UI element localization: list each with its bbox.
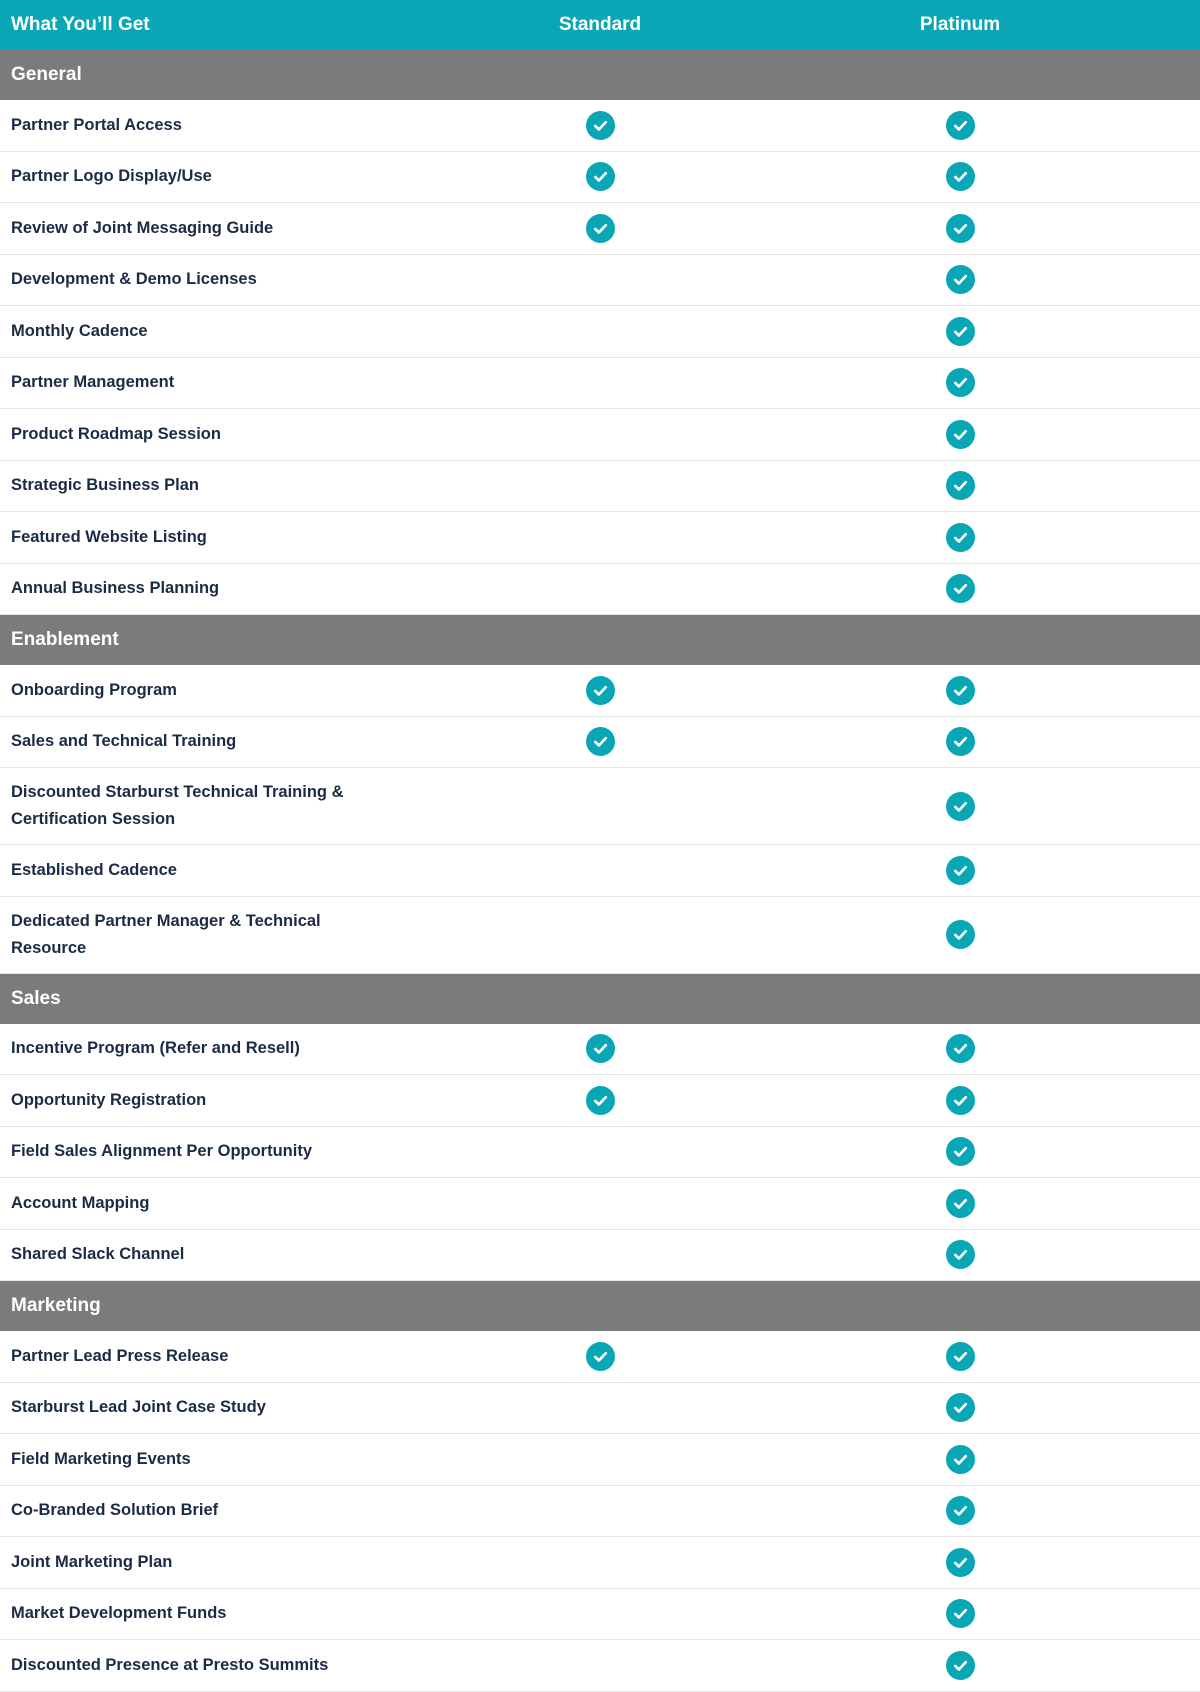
platinum-cell [760,727,1160,756]
feature-label: Partner Logo Display/Use [11,167,212,186]
feature-label: Discounted Starburst Technical Training & Certification Session [11,783,344,828]
feature-label: Partner Lead Press Release [11,1346,229,1365]
check-circle-icon [946,1393,975,1422]
check-circle-icon [946,420,975,449]
table-body [0,50,1200,1692]
section-header-general: General [0,50,1200,100]
platinum-cell [760,1034,1160,1063]
feature-label: Field Marketing Events [11,1449,191,1468]
check-circle-icon [946,111,975,140]
check-circle-icon [946,1548,975,1577]
check-circle-icon [946,792,975,821]
platinum-cell [760,265,1160,294]
feature-label: Starburst Lead Joint Case Study [11,1398,266,1417]
table-row [0,1127,1200,1179]
check-circle-icon [946,1137,975,1166]
check-circle-icon [946,214,975,243]
check-circle-icon [946,727,975,756]
platinum-cell [760,792,1160,821]
check-circle-icon [586,1342,615,1371]
check-circle-icon [946,1599,975,1628]
platinum-cell [760,1086,1160,1115]
section-header-marketing: Marketing [0,1281,1200,1331]
table-row [0,1434,1200,1486]
feature-label: Featured Website Listing [11,527,207,546]
check-circle-icon [946,676,975,705]
section-header-sales: Sales [0,974,1200,1024]
section-header-enablement: Enablement [0,615,1200,665]
platinum-cell [760,420,1160,449]
check-circle-icon [946,317,975,346]
table-row [0,1589,1200,1641]
table-row [0,1178,1200,1230]
feature-label: Onboarding Program [11,680,177,699]
feature-label: Partner Portal Access [11,115,182,134]
feature-label: Annual Business Planning [11,579,220,598]
standard-cell [440,727,760,756]
table-row [0,1075,1200,1127]
check-circle-icon [946,1342,975,1371]
feature-label: Field Sales Alignment Per Opportunity [11,1142,313,1161]
check-circle-icon [946,471,975,500]
standard-cell [440,111,760,140]
check-circle-icon [586,214,615,243]
standard-cell [440,162,760,191]
standard-cell [440,214,760,243]
feature-label: Co-Branded Solution Brief [11,1501,219,1520]
check-circle-icon [946,265,975,294]
platinum-cell [760,1599,1160,1628]
standard-cell [440,1342,760,1371]
feature-label: Established Cadence [11,860,177,879]
platinum-cell [760,1496,1160,1525]
feature-label: Market Development Funds [11,1604,227,1623]
table-row [0,358,1200,410]
platinum-cell [760,162,1160,191]
table-row [0,1537,1200,1589]
table-row [0,665,1200,717]
table-row [0,203,1200,255]
feature-label: Product Roadmap Session [11,424,221,443]
feature-label: Partner Management [11,373,175,392]
feature-label: Account Mapping [11,1193,150,1212]
table-row [0,461,1200,513]
standard-cell [440,676,760,705]
platinum-cell [760,676,1160,705]
table-row [0,1230,1200,1282]
table-row [0,1331,1200,1383]
feature-label: Dedicated Partner Manager & Technical Resource [11,911,321,957]
feature-label: Strategic Business Plan [11,476,199,495]
feature-label: Opportunity Registration [11,1090,207,1109]
check-circle-icon [946,1086,975,1115]
platinum-cell [760,1240,1160,1269]
table-row [0,768,1200,845]
check-circle-icon [946,856,975,885]
check-circle-icon [946,1651,975,1680]
table-header [0,0,1200,50]
table-row [0,564,1200,616]
table-row [0,1383,1200,1435]
check-circle-icon [586,162,615,191]
check-circle-icon [946,1189,975,1218]
check-circle-icon [946,523,975,552]
feature-label: Shared Slack Channel [11,1245,185,1264]
table-row [0,409,1200,461]
platinum-cell [760,214,1160,243]
feature-label: Sales and Technical Training [11,732,237,751]
check-circle-icon [586,1086,615,1115]
platinum-cell [760,317,1160,346]
platinum-cell [760,368,1160,397]
table-row [0,306,1200,358]
check-circle-icon [946,920,975,949]
check-circle-icon [946,368,975,397]
check-circle-icon [946,574,975,603]
platinum-cell [760,1548,1160,1577]
feature-label: Monthly Cadence [11,321,148,340]
feature-label: Development & Demo Licenses [11,270,257,289]
platinum-cell [760,471,1160,500]
platinum-cell [760,111,1160,140]
platinum-cell [760,920,1160,949]
feature-label: Joint Marketing Plan [11,1552,173,1571]
platinum-column-header: Platinum [919,14,1001,35]
check-circle-icon [946,1496,975,1525]
check-circle-icon [586,727,615,756]
check-circle-icon [946,162,975,191]
table-row [0,255,1200,307]
platinum-cell [760,1651,1160,1680]
check-circle-icon [946,1240,975,1269]
check-circle-icon [586,1034,615,1063]
check-circle-icon [586,111,615,140]
table-row [0,897,1200,974]
table-row [0,512,1200,564]
platinum-cell [760,1393,1160,1422]
check-circle-icon [946,1034,975,1063]
table-row [0,1024,1200,1076]
feature-label: Discounted Presence at Presto Summits [11,1655,329,1674]
standard-column-header: Standard [558,14,642,35]
feature-label: Review of Joint Messaging Guide [11,218,274,237]
platinum-cell [760,1342,1160,1371]
platinum-cell [760,1137,1160,1166]
platinum-cell [760,523,1160,552]
table-row [0,845,1200,897]
check-circle-icon [946,1445,975,1474]
platinum-cell [760,1445,1160,1474]
standard-cell [440,1034,760,1063]
table-row [0,100,1200,152]
platinum-cell [760,1189,1160,1218]
table-row [0,152,1200,204]
platinum-cell [760,856,1160,885]
feature-column-header: What You’ll Get [11,14,150,35]
table-row [0,1486,1200,1538]
table-row [0,717,1200,769]
table-row [0,1640,1200,1692]
check-circle-icon [586,676,615,705]
standard-cell [440,1086,760,1115]
feature-label: Incentive Program (Refer and Resell) [11,1039,300,1058]
platinum-cell [760,574,1160,603]
